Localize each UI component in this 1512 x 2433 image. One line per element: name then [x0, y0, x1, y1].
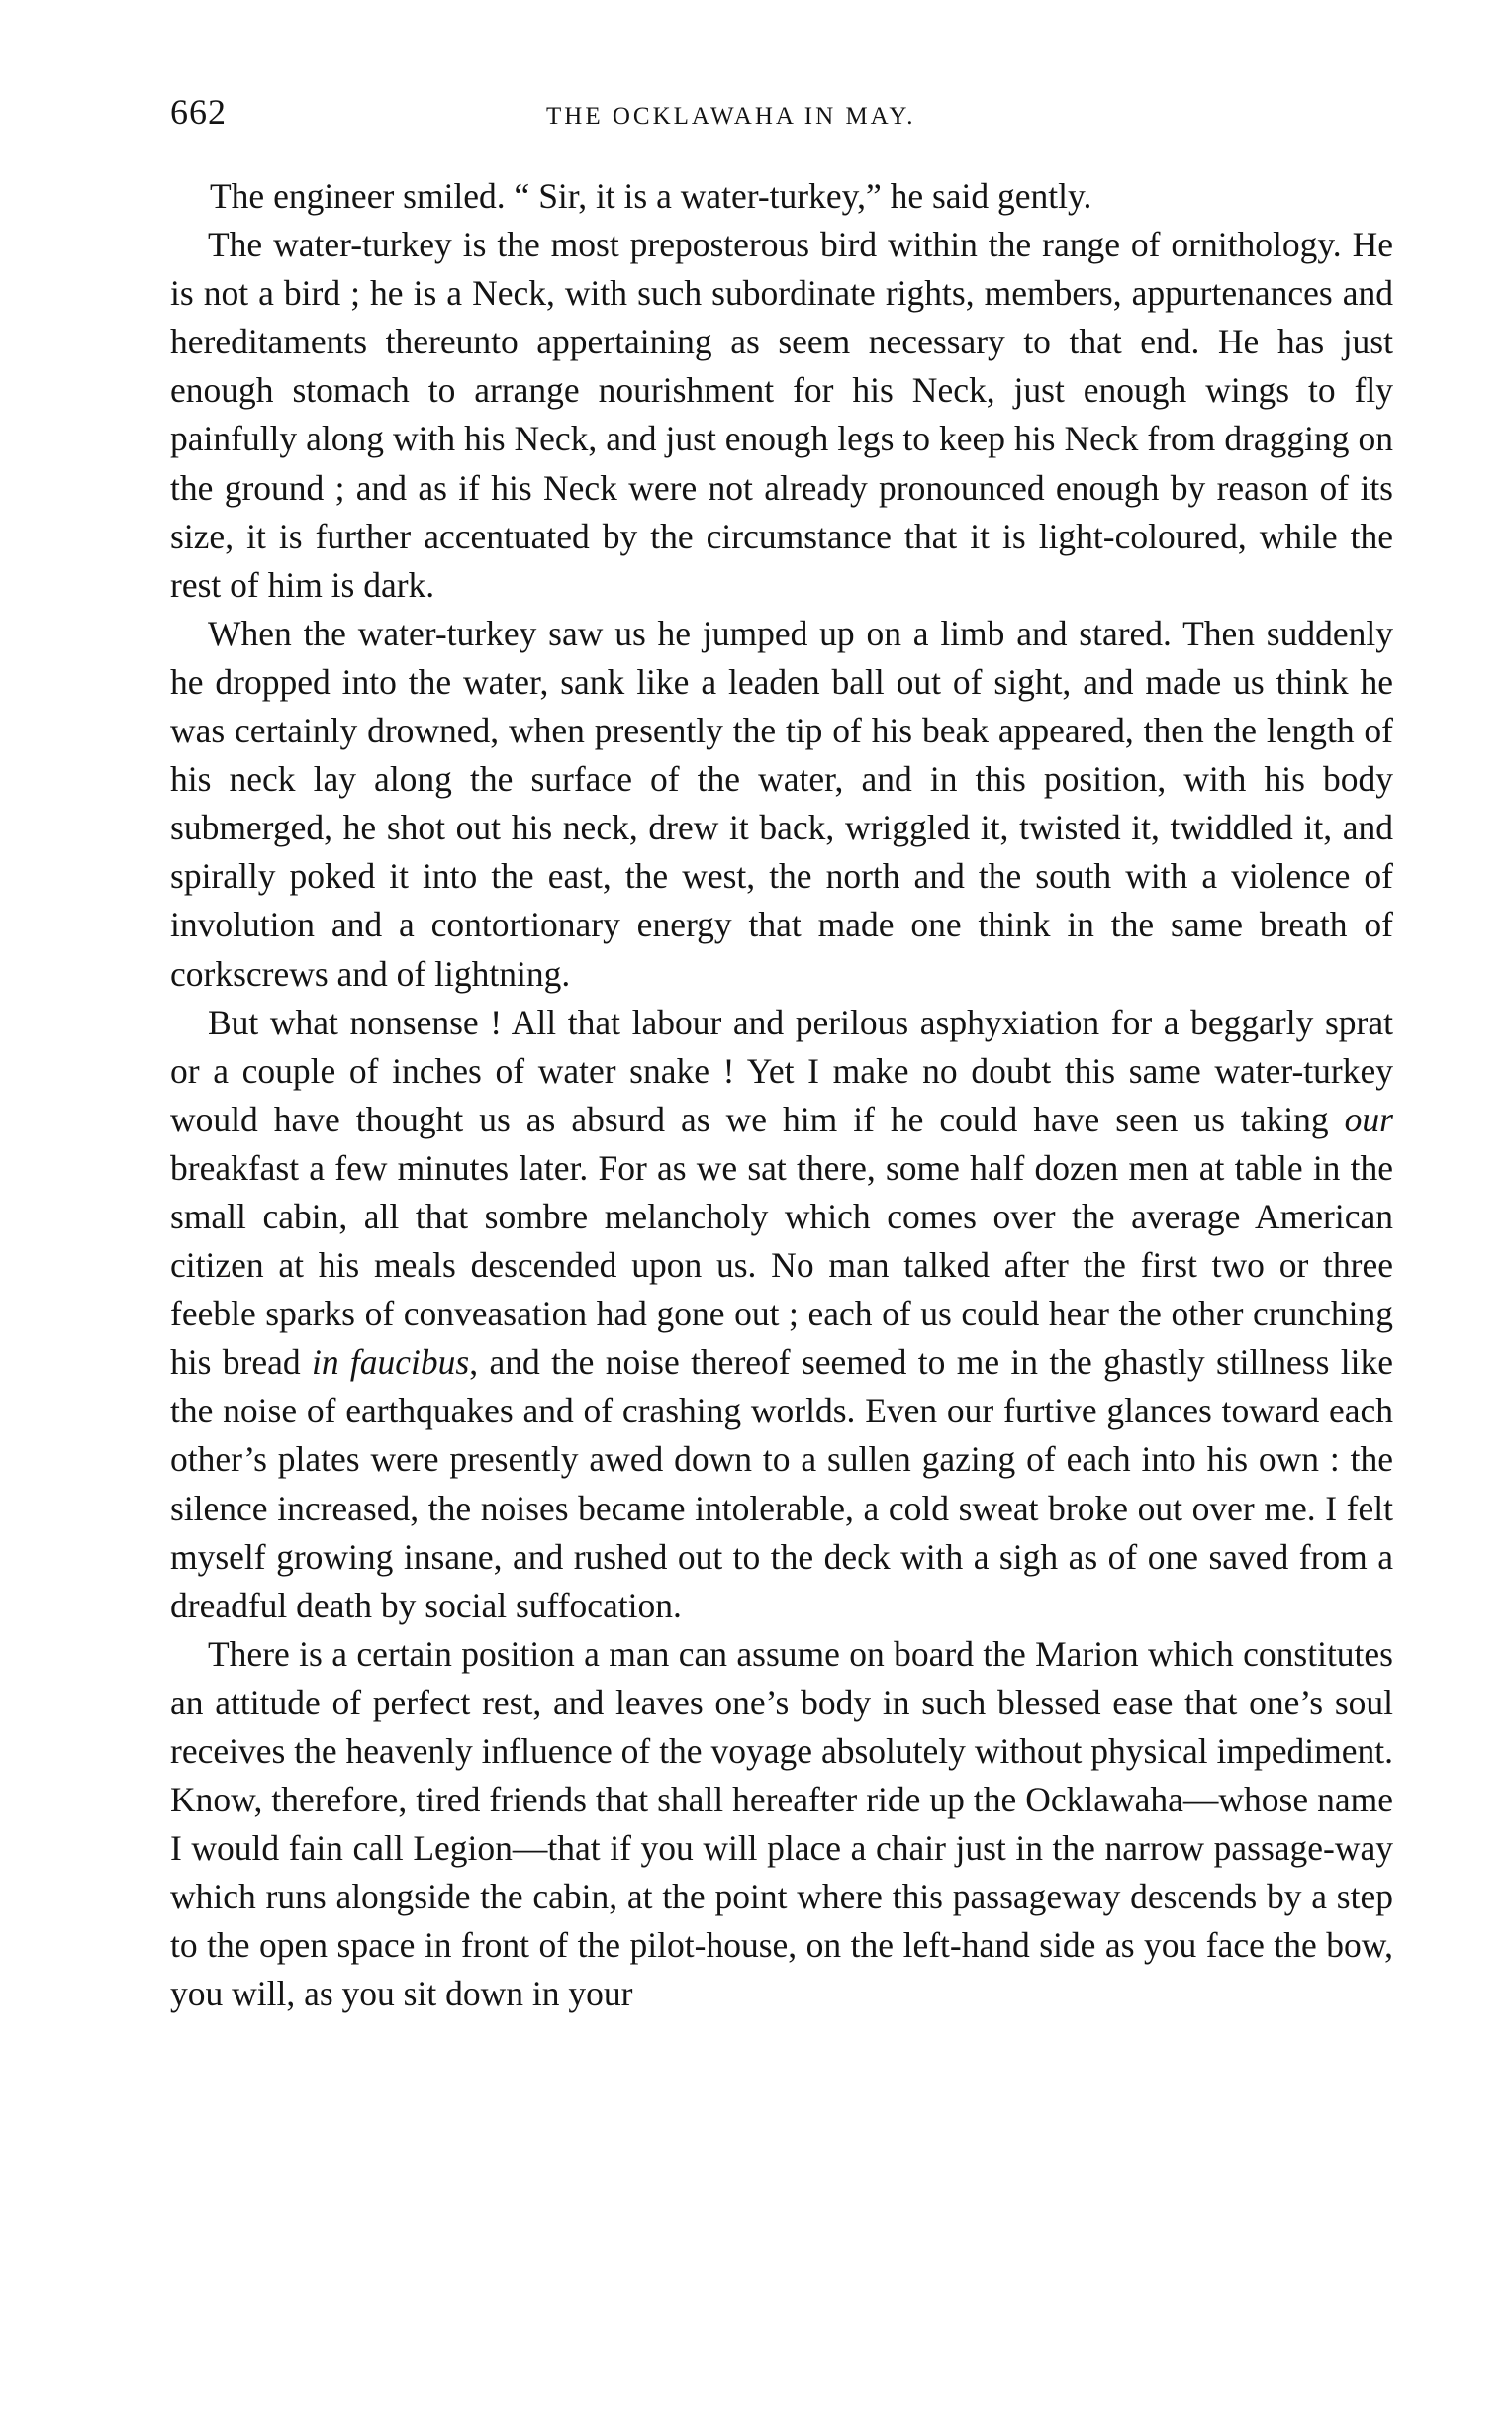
paragraph-engineer-smiled: The engineer smiled. “ Sir, it is a water-turkey,” he said gently.	[210, 176, 1092, 216]
paragraph-breakfast-text-1: But what nonsense ! All that labour and perilous asphyxiation for a beggarly sprat or a couple of inches of water snake ! Yet I make no doubt this same water-turkey would have thought us as absurd as we him if he could have seen us taking	[170, 1002, 1393, 1139]
paragraph-water-turkey-description: The water-turkey is the most preposterous bird within the range of ornithology. He is not a bird ; he is a Neck, with such subordinate rights, members, appurtenances and hereditaments thereunto appertaining as seem necessary to that end. He has just enough stomach to arrange nourishment for his Neck, just enough wings to fly painfully along with his Neck, and just enough legs to keep his Neck from dragging on the ground ; and as if his Neck were not already pronounced enough by reason of its size, it is further accentuated by the circumstance that it is light-coloured, while the rest of him is dark.	[170, 225, 1393, 605]
paragraph-water-turkey-dive: When the water-turkey saw us he jumped up on a limb and stared. Then suddenly he dropped into the water, sank like a leaden ball out of sight, and made us think he was certainly drowned, when presently the tip of his beak appeared, then the length of his neck lay along the surface of the water, and in this position, with his body submerged, he shot out his neck, drew it back, wriggled it, twisted it, twiddled it, and spirally poked it into the east, the west, the north and the south with a violence of involution and a contortionary energy that made one think in the same breath of corkscrews and of lightning.	[170, 613, 1393, 994]
running-head	[170, 91, 1393, 143]
paragraph-breakfast-italic-our: our	[1344, 1099, 1393, 1139]
paragraph-position-on-board: There is a certain position a man can assume on board the Marion which constitutes an attitude of perfect rest, and leaves one’s body in such blessed ease that one’s soul receives the heavenly influence of the voyage absolutely without physical impediment. Know, therefore, tired friends that shall hereafter ride up the Ocklawaha—whose name I would fain call Legion—that if you will place a chair just in the narrow passage-way which runs alongside the cabin, at the point where this passageway descends by a step to the open space in front of the pilot-house, on the left-hand side as you face the bow, you will, as you sit down in your	[170, 1633, 1393, 2014]
paragraph-breakfast-text-3: , and the noise thereof seemed to me in the ghastly stillness like the noise of earthquakes and of crashing worlds. Even our furtive glances toward each other’s plates were presently awed down to a sullen gazing of each into his own : the silence increased, the noises became intolerable, a cold sweat broke out over me. I felt myself growing insane, and rushed out to the deck with a sigh as of one saved from a dreadful death by social suffocation.	[170, 1342, 1393, 1625]
paragraph-breakfast-text-2: breakfast a few minutes later. For as we sat there, some half dozen men at table in the small cabin, all that sombre melancholy which comes over the average American citizen at his meals descended upon us. No man talked after the first two or three feeble sparks of conveasation had gone out ; each of us could hear the other crunching his bread	[170, 1147, 1393, 1383]
running-title: THE OCKLAWAHA IN MAY.	[546, 103, 916, 130]
paragraph-breakfast-italic-in-faucibus: in faucibus	[311, 1342, 470, 1383]
paragraph-breakfast	[170, 999, 1393, 1630]
book-page	[170, 91, 1393, 2368]
page-number: 662	[170, 92, 227, 132]
body-text	[170, 172, 1393, 2019]
